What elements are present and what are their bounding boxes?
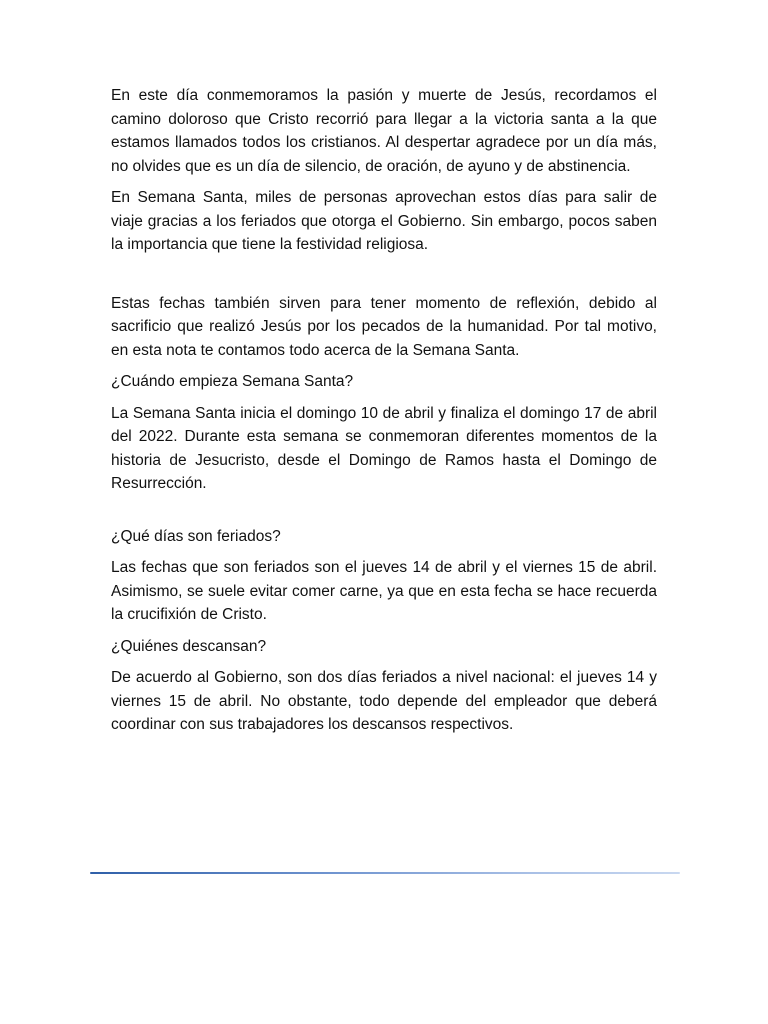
who-rests-paragraph: De acuerdo al Gobierno, son dos días feriados a nivel nacional: el jueves 14 y viernes 15 de abril. No obstante, todo depende del empleador que deberá coordinar con sus trabajadores los descansos respectivos.: [111, 669, 657, 733]
footer-divider-line: [90, 872, 680, 874]
semana-santa-travel-paragraph: En Semana Santa, miles de personas aprovechan estos días para salir de viaje gracias a los feriados que otorga el Gobierno. Sin embargo, pocos saben la importancia que tiene la festividad religiosa.: [111, 189, 657, 253]
question-when-starts: ¿Cuándo empieza Semana Santa?: [111, 373, 354, 390]
holidays-paragraph: Las fechas que son feriados son el jueves 14 de abril y el viernes 15 de abril. Asimismo, se suele evitar comer carne, ya que en esta fecha se hace recuerda la crucifixión de Cristo.: [111, 559, 657, 623]
reflection-paragraph: Estas fechas también sirven para tener momento de reflexión, debido al sacrificio que realizó Jesús por los pecados de la humanidad. Por tal motivo, en esta nota te contamos todo acerca de la Semana Santa.: [111, 294, 657, 359]
question-who-rests: ¿Quiénes descansan?: [111, 637, 267, 655]
paragraph-spacer: [111, 265, 657, 292]
dates-paragraph: La Semana Santa inicia el domingo 10 de abril y finaliza el domingo 17 de abril del 2022. Durante esta semana se conmemoran diferentes momentos de la historia de Jesucristo, desde el Domingo de Ramos hasta el Domingo de Resurrección.: [111, 404, 657, 492]
intro-paragraph: En este día conmemoramos la pasión y muerte de Jesús, recordamos el camino doloroso que Cristo recorrió para llegar a la victoria santa a la que estamos llamados todos los cristianos. Al despertar agradece por un día más, no olvides que es un día de silencio, de oración, de ayuno y de abstinencia.: [111, 87, 657, 175]
paragraph-spacer: [111, 504, 657, 525]
question-holidays: ¿Qué días son feriados?: [111, 527, 281, 545]
document-body: [111, 84, 657, 745]
